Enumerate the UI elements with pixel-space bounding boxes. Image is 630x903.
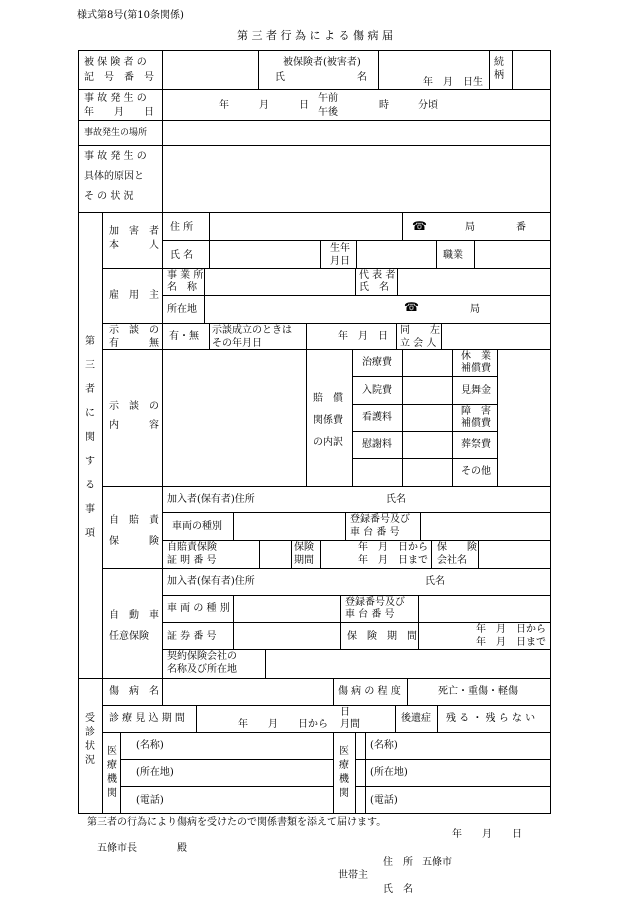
contract-company-label-2: 名称及び所在地 xyxy=(167,664,237,675)
witness-label-2: 立 会 人 xyxy=(400,338,437,349)
treatment-days: 日 xyxy=(340,707,350,718)
insured-name-label-shi: 氏 xyxy=(275,72,285,83)
severity-label: 傷 病 の 程 度 xyxy=(338,686,401,697)
vol-period-to[interactable]: 年 月 日まで xyxy=(476,637,546,648)
household-head-label: 世帯主 xyxy=(338,870,368,881)
col-line xyxy=(436,240,437,268)
accident-am[interactable]: 午前 xyxy=(318,93,338,104)
col-line xyxy=(365,732,366,813)
cali-label-2: 保 険 xyxy=(109,536,159,547)
contract-company-field[interactable] xyxy=(266,650,550,678)
row-line xyxy=(102,486,551,487)
disability-comp-label-2: 補償費 xyxy=(461,418,491,429)
insured-number-label-2: 記 号 番 号 xyxy=(84,72,154,83)
cali-period-to[interactable]: 年 月 日まで xyxy=(358,555,428,566)
col-line xyxy=(396,323,397,349)
leave-comp-label-2: 補償費 xyxy=(461,363,491,374)
settlement-content-field[interactable] xyxy=(163,350,306,486)
row-line xyxy=(355,786,551,787)
accident-cause-label: 事 故 発 生 の xyxy=(84,151,147,162)
settlement-date-label-2: その年月日 xyxy=(212,338,262,349)
row-line xyxy=(352,376,497,377)
cali-company-label-2: 会社名 xyxy=(437,555,467,566)
cali-label: 自 賠 責 xyxy=(109,515,159,526)
sequelae-label: 後遺症 xyxy=(401,713,431,724)
treatment-months: 月間 xyxy=(340,719,360,730)
col-line xyxy=(120,732,121,813)
row-line xyxy=(120,786,333,787)
accident-minute: 分頃 xyxy=(418,100,438,111)
insured-number-field[interactable] xyxy=(163,51,258,89)
cali-period-label: 保険 xyxy=(294,542,314,553)
insured-name-label: 被保険者(被害者) xyxy=(283,57,361,68)
col-line xyxy=(333,732,334,813)
row-line xyxy=(352,431,497,432)
disease-label: 傷 病 名 xyxy=(109,686,159,697)
settlement-date-value[interactable]: 年 月 日 xyxy=(338,331,388,342)
vol-holder-addr-label: 加入者(保有者)住所 xyxy=(167,576,255,587)
office-name-label: 事 業 所 xyxy=(167,270,204,281)
cali-company-label: 保 険 xyxy=(437,542,477,553)
col-line xyxy=(402,212,403,240)
voluntary-ins-label-2: 任意保険 xyxy=(109,631,149,642)
insured-number-label: 被 保 険 者 の xyxy=(84,57,147,68)
sympathy-label: 見舞金 xyxy=(461,385,491,396)
rep-name-label: 代 表 者 xyxy=(359,270,396,281)
witness-label: 同 左 xyxy=(400,325,440,336)
compensation-label: 賠 償 xyxy=(313,393,343,404)
perp-address-field[interactable] xyxy=(210,213,402,240)
settlement-content-label-2: 内 容 xyxy=(109,420,159,431)
cali-cert-label-2: 証 明 番 号 xyxy=(167,555,217,566)
addressee-mayor: 五條市長 xyxy=(97,843,137,854)
rep-name-field[interactable] xyxy=(398,269,550,295)
cali-period-from[interactable]: 年 月 日から xyxy=(358,542,428,553)
row-line xyxy=(162,622,551,623)
vol-policy-field[interactable] xyxy=(234,623,340,649)
disability-comp-label: 障 害 xyxy=(461,406,491,417)
phone-icon-glyph: ☎ xyxy=(412,219,427,233)
row-line xyxy=(120,759,333,760)
row-line xyxy=(102,568,551,569)
col-line xyxy=(306,349,307,486)
cali-cert-label: 自賠責保険 xyxy=(167,542,217,553)
col-line xyxy=(345,512,346,540)
inst-right-name[interactable]: (名称) xyxy=(370,740,398,751)
accident-date-value[interactable]: 年 月 日 xyxy=(219,100,309,111)
perp-birth-label: 生年 xyxy=(330,243,350,254)
settlement-label: 示 談 の xyxy=(109,325,159,336)
vol-period-label: 保 険 期 間 xyxy=(347,631,417,642)
inst-right-phone[interactable]: (電話) xyxy=(370,795,398,806)
col-line xyxy=(437,705,438,732)
cali-vehicle-label: 車両の種別 xyxy=(172,521,222,532)
col-line xyxy=(352,349,353,486)
table-border-right xyxy=(550,50,551,814)
employer-label: 雇 用 主 xyxy=(109,290,159,301)
relation-label: 続 xyxy=(494,57,504,68)
phone-icon: ☎ xyxy=(404,300,419,314)
settlement-date-label: 示談成立のときは xyxy=(212,325,292,336)
col-line xyxy=(407,678,408,705)
office-phone-kyoku: 局 xyxy=(470,304,480,315)
row-line xyxy=(78,89,551,90)
compensation-label-3: の内訳 xyxy=(313,437,343,448)
col-line xyxy=(431,540,432,568)
col-line xyxy=(258,50,259,90)
col-line xyxy=(489,50,490,90)
col-line xyxy=(402,349,403,486)
office-name-label-2: 名 称 xyxy=(167,282,197,293)
accident-cause-label-3: そ の 状 況 xyxy=(84,191,134,202)
row-line xyxy=(102,732,551,733)
col-line xyxy=(320,240,321,268)
accident-pm[interactable]: 午後 xyxy=(318,107,338,118)
office-location-field[interactable] xyxy=(205,296,400,323)
accident-place-label: 事故発生の場所 xyxy=(84,128,148,138)
cali-reg-field[interactable] xyxy=(421,513,550,540)
accident-hour: 時 xyxy=(379,100,389,111)
perp-job-field[interactable] xyxy=(475,241,550,268)
vol-reg-field[interactable] xyxy=(419,596,550,622)
cali-holder-name-label: 氏名 xyxy=(386,494,406,505)
col-line xyxy=(196,705,197,732)
perp-birth-label-2: 月日 xyxy=(330,256,350,267)
row-line xyxy=(355,759,551,760)
nursing-cost-label: 看護料 xyxy=(362,412,392,423)
col-line xyxy=(102,212,103,678)
relation-field[interactable] xyxy=(513,51,550,89)
vol-period-from[interactable]: 年 月 日から xyxy=(476,624,546,635)
col-line xyxy=(355,732,356,813)
vol-vehicle-field[interactable] xyxy=(234,596,340,622)
row-line xyxy=(352,458,497,459)
inst-left-address[interactable]: (所在地) xyxy=(136,767,174,778)
cali-cert-field[interactable] xyxy=(260,541,291,568)
col-line xyxy=(320,540,321,568)
compensation-label-2: 関係費 xyxy=(313,415,343,426)
inst-left-name[interactable]: (名称) xyxy=(136,740,164,751)
cali-holder-addr-label: 加入者(保有者)住所 xyxy=(167,494,255,505)
col-line xyxy=(452,349,453,486)
treatment-period-value[interactable]: 年 月 日から xyxy=(238,719,328,730)
perp-phone-kyoku: 局 xyxy=(465,222,475,233)
accident-place-field[interactable] xyxy=(163,121,550,145)
medical-inst-label-left: 医療機関 xyxy=(107,746,117,799)
perp-name-field[interactable] xyxy=(210,241,320,268)
form-title: 第 三 者 行 為 に よ る 傷 病 届 xyxy=(237,29,393,42)
vol-holder-name-label: 氏名 xyxy=(425,576,445,587)
addressee-honorific: 殿 xyxy=(177,843,187,854)
cali-reg-label: 登録番号及び xyxy=(350,514,410,525)
accident-date-label-2: 年 月 日 xyxy=(84,107,154,118)
table-border-bottom xyxy=(78,813,551,814)
rep-name-label-2: 氏 名 xyxy=(359,282,389,293)
insured-name-label-mei: 名 xyxy=(357,72,367,83)
witness-field[interactable] xyxy=(442,324,550,349)
cali-period-label-2: 期間 xyxy=(294,555,314,566)
accident-date-label: 事 故 発 生 の xyxy=(84,93,147,104)
perpetrator-label-2: 本 人 xyxy=(109,240,159,251)
leave-comp-label: 休 業 xyxy=(461,351,491,362)
inst-left-phone[interactable]: (電話) xyxy=(136,795,164,806)
contract-company-label: 契約保険会社の xyxy=(167,651,237,662)
solatium-label: 慰謝料 xyxy=(362,439,392,450)
applicant-address-label: 住 所 xyxy=(383,857,413,868)
col-line xyxy=(291,540,292,568)
perp-address-label: 住 所 xyxy=(170,222,194,233)
vol-reg-label-2: 車 台 番 号 xyxy=(345,609,395,620)
settlement-yesno[interactable]: 有・無 xyxy=(169,331,199,342)
row-line xyxy=(352,404,497,405)
office-name-field[interactable] xyxy=(205,269,355,295)
perp-name-label: 氏 名 xyxy=(170,250,194,261)
treatment-cost-label: 治療費 xyxy=(362,357,392,368)
treatment-period-label: 診 療 見 込 期 間 xyxy=(109,713,185,724)
disease-field[interactable] xyxy=(163,679,333,705)
col-line xyxy=(333,678,334,705)
col-line xyxy=(497,349,498,486)
row-line xyxy=(102,705,551,706)
vol-policy-label: 証 券 番 号 xyxy=(167,631,217,642)
accident-cause-field[interactable] xyxy=(163,146,550,212)
col-line xyxy=(306,323,307,349)
col-line xyxy=(102,678,103,813)
table-border-left xyxy=(78,50,79,814)
severity-value[interactable]: 死亡・重傷・軽傷 xyxy=(438,686,518,697)
settlement-label-2: 有 無 xyxy=(109,338,159,349)
perpetrator-label: 加 害 者 xyxy=(109,226,159,237)
perp-phone-ban: 番 xyxy=(516,222,526,233)
cali-vehicle-field[interactable] xyxy=(234,513,345,540)
submission-date[interactable]: 年 月 日 xyxy=(452,829,522,840)
form-number: 様式第8号(第10条関係) xyxy=(77,10,184,21)
applicant-name-label: 氏 名 xyxy=(383,884,413,895)
third-party-section-label: 第三者に関する事項 xyxy=(85,336,95,539)
settlement-content-label: 示 談 の xyxy=(109,401,159,412)
vol-reg-label: 登録番号及び xyxy=(345,597,405,608)
perp-job-label: 職業 xyxy=(443,250,463,261)
other-label: その他 xyxy=(461,466,491,477)
col-line xyxy=(209,323,210,349)
hospital-cost-label: 入院費 xyxy=(362,385,392,396)
voluntary-ins-label: 自 動 車 xyxy=(109,610,159,621)
cali-reg-label-2: 車 台 番 号 xyxy=(350,527,400,538)
funeral-label: 葬祭費 xyxy=(461,439,491,450)
vol-vehicle-label: 車 両 の 種 別 xyxy=(167,603,230,614)
office-location-label: 所在地 xyxy=(167,304,197,315)
medical-inst-label-right: 医療機関 xyxy=(339,746,349,799)
medical-section-label: 受診状況 xyxy=(85,713,95,766)
sequelae-value[interactable]: 残 る ・ 残 ら な い xyxy=(446,713,536,724)
inst-right-address[interactable]: (所在地) xyxy=(370,767,408,778)
cali-company-field[interactable] xyxy=(479,541,550,568)
declaration-statement: 第三者の行為により傷病を受けたので関係書類を添えて届けます。 xyxy=(87,817,387,828)
col-line xyxy=(355,268,356,295)
accident-cause-label-2: 具体的原因と xyxy=(84,171,144,182)
applicant-address-value[interactable]: 五條市 xyxy=(422,857,452,868)
insured-birth: 年 月 日生 xyxy=(423,77,483,88)
col-line xyxy=(395,705,396,732)
relation-label-2: 柄 xyxy=(494,70,504,81)
perp-birth-field[interactable] xyxy=(357,241,436,268)
col-line xyxy=(340,595,341,649)
